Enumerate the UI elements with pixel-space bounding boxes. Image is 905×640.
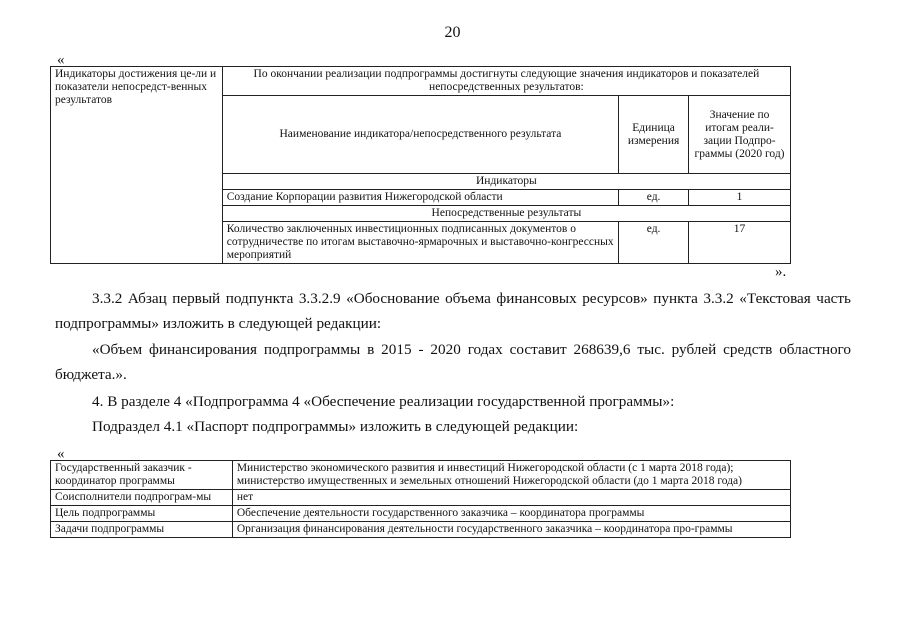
indicators-table <box>50 66 791 264</box>
paragraph-3: 4. В разделе 4 «Подпрограмма 4 «Обеспечение реализации государственной программы»: <box>92 393 675 410</box>
col-unit-header: Единица измерения <box>619 96 689 174</box>
page-number: 20 <box>444 24 461 41</box>
col-value-header: Значение по итогам реали-зации Подпро-граммы (2020 год) <box>689 96 791 174</box>
row1-name: Создание Корпорации развития Нижегородской области <box>222 190 618 206</box>
open-quote-2: « <box>57 446 65 462</box>
passport-table <box>50 460 791 538</box>
passport-row-value: Министерство экономического развития и инвестиций Нижегородской области (с 1 марта 2018 года); министерство имущественных и земельных отношений Нижегородской области (до 1 марта 2018 года) <box>232 461 790 490</box>
passport-row-label: Соисполнители подпрограм-мы <box>51 490 233 506</box>
paragraph-2: «Объем финансирования подпрограммы в 2015 - 2020 годах составит 268639,6 тыс. рублей средств областного бюджета.». <box>55 341 851 383</box>
row2-unit: ед. <box>619 222 689 264</box>
row2-name: Количество заключенных инвестиционных подписанных документов о сотрудничестве по итогам выставочно-ярмарочных и выставочно-конгрессных мероприятий <box>222 222 618 264</box>
indicators-header: По окончании реализации подпрограммы достигнуты следующие значения индикаторов и показателей непосредственных результатов: <box>222 67 790 96</box>
row2-value: 17 <box>689 222 791 264</box>
paragraph-4: Подраздел 4.1 «Паспорт подпрограммы» изложить в следующей редакции: <box>92 418 579 435</box>
row1-unit: ед. <box>619 190 689 206</box>
paragraph-1: 3.3.2 Абзац первый подпункта 3.3.2.9 «Обоснование объема финансовых ресурсов» пункта 3.3.2 «Текстовая часть подпрограммы» изложить в следующей редакции: <box>55 290 851 332</box>
passport-row-value: Организация финансирования деятельности государственного заказчика – координатора про-граммы <box>232 522 790 538</box>
passport-row-value: Обеспечение деятельности государственного заказчика – координатора программы <box>232 506 790 522</box>
col-name-header: Наименование индикатора/непосредственного результата <box>222 96 618 174</box>
close-quote-1: ». <box>775 264 787 280</box>
open-quote-1: « <box>57 52 65 68</box>
section-results: Непосредственные результаты <box>222 206 790 222</box>
passport-row-label: Задачи подпрограммы <box>51 522 233 538</box>
passport-row-value: нет <box>232 490 790 506</box>
row1-value: 1 <box>689 190 791 206</box>
passport-row-label: Государственный заказчик - координатор программы <box>51 461 233 490</box>
indicators-label-cell: Индикаторы достижения це-ли и показатели непосредст-венных результатов <box>51 67 223 264</box>
section-indicators: Индикаторы <box>222 174 790 190</box>
passport-row-label: Цель подпрограммы <box>51 506 233 522</box>
